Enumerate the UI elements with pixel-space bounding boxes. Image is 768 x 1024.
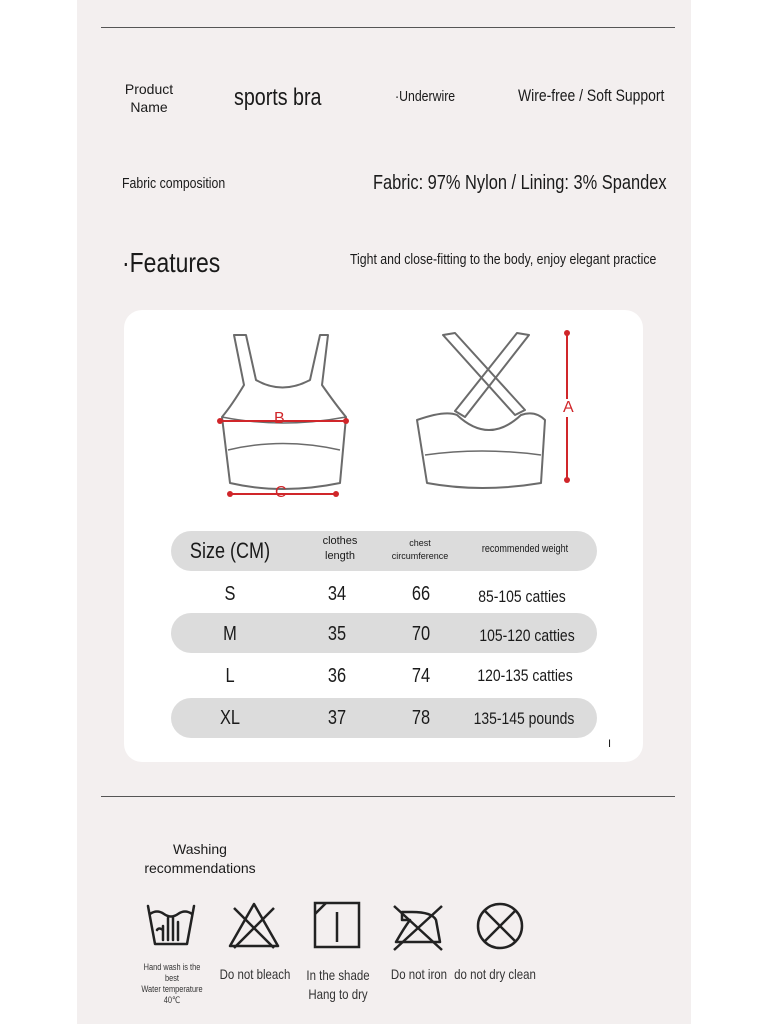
- underwire-value: Wire-free / Soft Support: [518, 86, 665, 105]
- table-row-s-size: S: [224, 583, 236, 605]
- table-row-s-chest: 66: [411, 583, 431, 605]
- bra-back-diagram: [405, 325, 585, 495]
- middle-divider: [101, 796, 675, 797]
- table-row-s-length: 34: [327, 583, 347, 605]
- header-chest: chest circumference: [391, 538, 449, 561]
- table-row-m-size: M: [223, 623, 237, 645]
- table-row-l-length: 36: [327, 665, 347, 687]
- table-row-l-size: L: [225, 665, 235, 687]
- table-row-xl-length: 37: [327, 707, 347, 729]
- table-row-m-length: 35: [327, 623, 347, 645]
- measure-label-c: C: [275, 484, 287, 501]
- table-row-l-weight: 120-135 catties: [477, 666, 573, 685]
- no-iron-icon: [392, 900, 444, 952]
- table-row-m-chest: 70: [411, 623, 431, 645]
- no-dry-clean-label: do not dry clean: [454, 966, 536, 982]
- measure-label-b: B: [274, 410, 285, 427]
- no-bleach-icon: [228, 900, 280, 952]
- features-title: ·Features: [122, 247, 221, 278]
- table-row-s-weight: 85-105 catties: [478, 587, 566, 606]
- hand-wash-icon: [145, 900, 197, 952]
- underwire-label: ·Underwire: [395, 88, 456, 105]
- product-name-label: Product Name: [124, 81, 174, 115]
- hand-wash-label: Hand wash is the best Water temperature 40℃: [141, 962, 203, 1005]
- shade-dry-icon: [312, 900, 364, 952]
- shade-dry-label: In the shade Hang to dry: [306, 967, 370, 1002]
- table-row-xl-weight: 135-145 pounds: [473, 709, 575, 728]
- no-dry-clean-icon: [474, 900, 526, 952]
- washing-title: Washing recommendations: [144, 841, 256, 876]
- table-row-xl-chest: 78: [411, 707, 431, 729]
- fabric-label: Fabric composition: [122, 175, 226, 192]
- table-footnote: I: [608, 738, 612, 750]
- fabric-value: Fabric: 97% Nylon / Lining: 3% Spandex: [373, 172, 667, 194]
- header-length: clothes length: [322, 535, 358, 562]
- header-weight: recommended weight: [481, 543, 569, 555]
- no-iron-label: Do not iron: [390, 966, 448, 982]
- table-row-m-weight: 105-120 catties: [479, 626, 575, 645]
- features-description: Tight and close-fitting to the body, enjoy elegant practice: [350, 251, 657, 268]
- top-divider: [101, 27, 675, 28]
- no-bleach-label: Do not bleach: [219, 966, 291, 982]
- header-size: Size (CM): [189, 538, 271, 563]
- table-row-xl-size: XL: [219, 707, 241, 729]
- measure-label-a: A: [563, 399, 574, 416]
- product-name-value: sports bra: [234, 84, 322, 111]
- table-row-l-chest: 74: [411, 665, 431, 687]
